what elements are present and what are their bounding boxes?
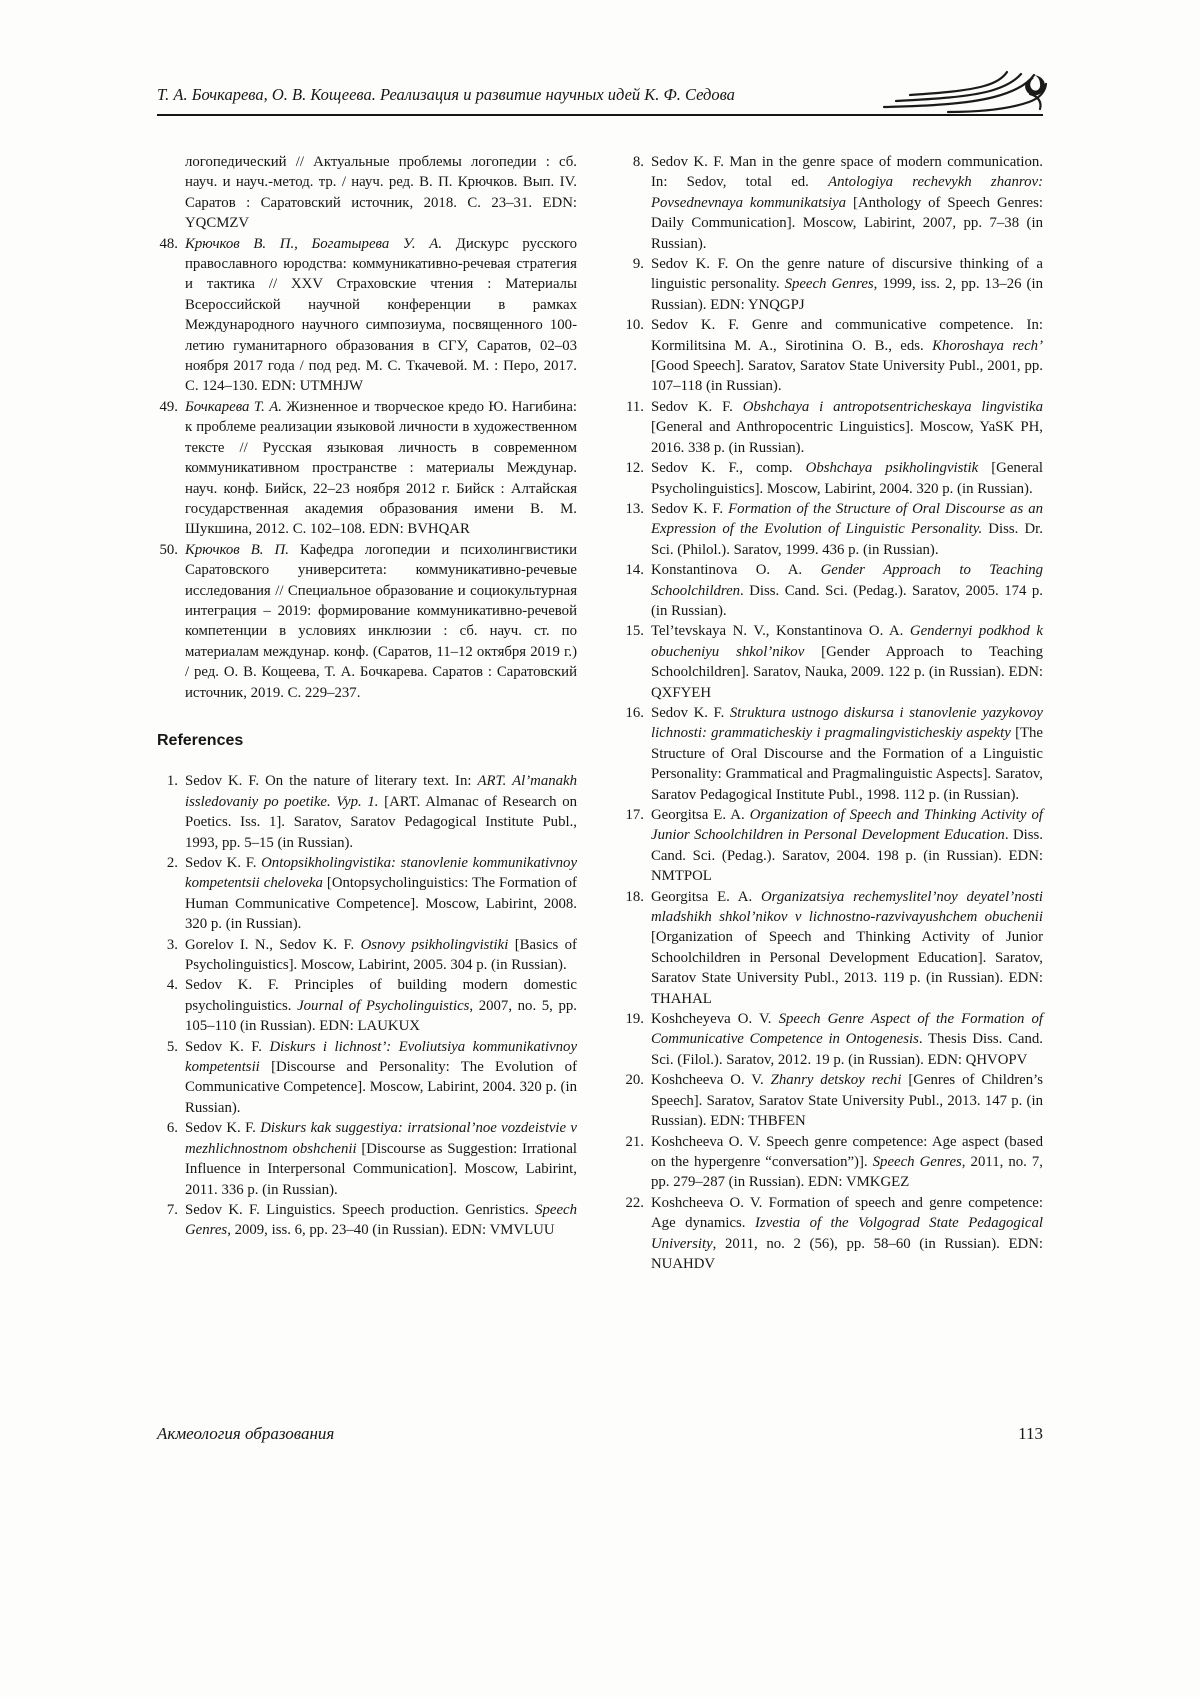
reference-item — [623, 805, 1043, 887]
journal-name: Акмеология образования — [157, 1424, 335, 1443]
running-title: Т. А. Бочкарева, О. В. Кощеева. Реализация и развитие научных идей К. Ф. Седова — [157, 85, 735, 104]
reference-item — [157, 397, 577, 540]
reference-item — [157, 234, 577, 397]
reference-text: Koshcheeva O. V. Speech genre competence: Age aspect (based on the hypergenre “conversation”)]. Speech Genres, 2011, no. 7, pp. 279–287 (in Russian). EDN: VMKGEZ — [651, 1133, 1043, 1191]
references-content — [157, 152, 1043, 1274]
reference-text: Sedov K. F. Linguistics. Speech production. Genristics. Speech Genres, 2009, iss. 6, pp. 23–40 (in Russian). EDN: VMVLUU — [185, 1201, 577, 1239]
reference-text: Крючков В. П., Богатырева У. А. Дискурс русского православного юродства: коммуникативно-речевая стратегия и тактика // XXV Страховские чтения : Материалы Всероссийской научной конференции в рамках Международного научного симпозиума, посвященного 100-летию гуманитарного образования в СГУ, Саратов, 02–03 ноября 2017 года / под ред. М. С. Ткачевой. М. : Перо, 2017. С. 124–130. EDN: UTMHJW — [185, 235, 578, 395]
reference-text: Tel’tevskaya N. V., Konstantinova O. A. Gendernyi podkhod k obucheniyu shkol’nikov [Gender Approach to Teaching Schoolchildren]. Saratov, Nauka, 2009. 122 p. (in Russian). EDN: QXFYEH — [651, 623, 1043, 701]
reference-item — [157, 1037, 577, 1119]
reference-text: Konstantinova O. A. Gender Approach to Teaching Schoolchildren. Diss. Cand. Sci. (Pedag.). Saratov, 2005. 174 p. (in Russian). — [651, 562, 1043, 619]
reference-text: Sedov K. F. Diskurs i lichnost’: Evoliutsiya kommunikativnoy kompetentsii [Discourse and Personality: The Evolution of Communicative Competence]. Moscow, Labirint, 2004. 320 p. (in Russian). — [185, 1038, 578, 1116]
english-references-list-right — [623, 152, 1043, 1274]
reference-number: 1. — [166, 773, 178, 790]
reference-text: Sedov K. F. Struktura ustnogo diskursa i stanovlenie yazykovoy lichnosti: grammaticheskiy i pragmalingvisticheskiy aspekty [The Structure of Oral Discourse and the Formation of a Linguistic Personality: Grammatical and Pragmalinguistic Aspects]. Saratov, Saratov Pedagogical Institute Publ., 1998. 112 p. (in Russian). — [651, 704, 1043, 803]
reference-text: Sedov K. F. Diskurs kak suggestiya: irratsional’noe vozdeistvie v mezhlichnostnom obshchenii [Discourse as Suggestion: Irrational Influence in Interpersonal Communication]. Moscow, Labirint, 2011. 336 p. (in Russian). — [185, 1120, 578, 1198]
reference-text: Sedov K. F. Genre and communicative competence. In: Kormilitsina M. A., Sirotinina O. B., eds. Khoroshaya rech’ [Good Speech]. Saratov, Saratov State University Publ., 2001, pp. 107–118 (in Russian). — [651, 317, 1044, 395]
reference-item — [623, 1193, 1043, 1275]
reference-item — [623, 887, 1043, 1009]
reference-item — [623, 499, 1043, 560]
english-references-list-left — [157, 771, 577, 1240]
reference-item — [623, 315, 1043, 397]
reference-number: 6. — [166, 1120, 178, 1137]
page-number: 113 — [1018, 1424, 1043, 1443]
reference-text: Sedov K. F. On the nature of literary text. In: ART. Al’manakh issledovaniy po poetike. Vyp. 1. [ART. Almanac of Research on Poetics. Iss. 1]. Saratov, Saratov Pedagogical Institute Publ., 1993, pp. 5–15 (in Russian). — [185, 773, 577, 851]
reference-number: 48. — [159, 235, 178, 252]
reference-number: 7. — [166, 1201, 178, 1218]
reference-number: 22. — [625, 1194, 644, 1211]
page-header — [157, 84, 1043, 116]
reference-text: Sedov K. F. Principles of building modern domestic psycholinguistics. Journal of Psycholinguistics, 2007, no. 5, pp. 105–110 (in Russian). EDN: LAUKUX — [185, 977, 577, 1035]
reference-number: 14. — [625, 562, 644, 579]
reference-number: 21. — [625, 1133, 644, 1150]
reference-item — [623, 560, 1043, 621]
reference-number: 13. — [625, 500, 644, 517]
reference-text: Georgitsa E. A. Organizatsiya rechemyslitel’noy deyatel’nosti mladshikh shkol’nikov v lichnostno-razvivayushchem obuchenii [Organization of Speech and Thinking Activity of Junior Schoolchildren in Personal Development Education]. Saratov, Saratov State University Publ., 2013. 119 p. (in Russian). EDN: THAHAL — [651, 888, 1043, 1007]
reference-number: 12. — [625, 460, 644, 477]
reference-text: логопедический // Актуальные проблемы логопедии : сб. науч. и науч.-метод. тр. / науч. ред. В. П. Крючков. Вып. IV. Саратов : Саратовский источник, 2018. С. 23–31. EDN: YQCMZV — [185, 154, 577, 232]
reference-item — [157, 975, 577, 1036]
reference-text: Georgitsa E. A. Organization of Speech and Thinking Activity of Junior Schoolchildren in Personal Development Education. Diss. Cand. Sci. (Pedag.). Saratov, 2004. 198 p. (in Russian). EDN: NMTPOL — [651, 807, 1043, 885]
page-footer — [157, 1424, 1043, 1444]
reference-item — [157, 540, 577, 703]
reference-number: 20. — [625, 1072, 644, 1089]
reference-number: 10. — [625, 317, 644, 334]
reference-number: 15. — [625, 623, 644, 640]
reference-number: 49. — [159, 398, 178, 415]
reference-item — [157, 935, 577, 976]
reference-text: Koshcheeva O. V. Zhanry detskoy rechi [Genres of Children’s Speech]. Saratov, Saratov State University Publ., 2013. 147 p. (in Russian). EDN: THBFEN — [651, 1072, 1043, 1130]
header-rule — [157, 114, 1043, 116]
reference-text: Koshcheeva O. V. Formation of speech and genre competence: Age dynamics. Izvestia of the Volgograd State Pedagogical University, 2011, no. 2 (56), pp. 58–60 (in Russian). EDN: NUAHDV — [651, 1194, 1043, 1272]
reference-item — [157, 853, 577, 935]
reference-number: 3. — [166, 936, 178, 953]
reference-text: Sedov K. F. Obshchaya i antropotsentricheskaya lingvistika [General and Anthropocentric Linguistics]. Moscow, YaSK PH, 2016. 338 p. (in Russian). — [651, 398, 1043, 456]
reference-number: 50. — [159, 541, 178, 558]
reference-item — [623, 397, 1043, 458]
reference-item — [623, 458, 1043, 499]
reference-text: Бочкарева Т. А. Жизненное и творческое кредо Ю. Нагибина: к проблеме реализации языковой личности в художественном тексте // Русская языковая личность в современном коммуникативном пространстве : материалы Междунар. науч. конф. Бийск, 22–23 ноября 2012 г. Бийск : Алтайская государственная академия образования имени В. М. Шукшина, 2012. С. 102–108. EDN: BVHQAR — [185, 398, 577, 538]
references-heading: References — [157, 731, 244, 749]
reference-item — [623, 703, 1043, 805]
reference-item — [623, 254, 1043, 315]
reference-text: Sedov K. F. Ontopsikholingvistika: stanovlenie kommunikativnoy kompetentsii cheloveka [Ontopsycholinguistics: The Formation of Human Communicative Competence]. Moscow, Labirint, 2008. 320 p. (in Russian). — [185, 855, 578, 933]
reference-item — [623, 152, 1043, 254]
right-column — [623, 152, 1043, 1274]
reference-text: Koshcheyeva O. V. Speech Genre Aspect of the Formation of Communicative Competence in Ontogenesis. Thesis Diss. Cand. Sci. (Filol.). Saratov, 2012. 19 p. (in Russian). EDN: QHVOPV — [651, 1011, 1044, 1068]
left-column — [157, 152, 577, 1274]
header-flourish-icon — [882, 66, 1047, 114]
reference-text: Sedov K. F. Formation of the Structure of Oral Discourse as an Expression of the Evolution of Linguistic Personality. Diss. Dr. Sci. (Philol.). Saratov, 1999. 436 p. (in Russian). — [651, 500, 1044, 558]
reference-item — [623, 1132, 1043, 1193]
reference-text: Sedov K. F., comp. Obshchaya psikholingvistik [General Psycholinguistics]. Moscow, Labirint, 2004. 320 p. (in Russian). — [651, 460, 1043, 497]
reference-number: 4. — [166, 977, 178, 994]
reference-text: Sedov K. F. Man in the genre space of modern communication. In: Sedov, total ed. Antologiya rechevykh zhanrov: Povsednevnaya kommunikatsiya [Anthology of Speech Genres: Daily Communication]. Moscow, Labirint, 2007, pp. 7–38 (in Russian). — [651, 154, 1043, 252]
reference-number: 19. — [625, 1011, 644, 1028]
reference-item — [157, 152, 577, 234]
reference-text: Gorelov I. N., Sedov K. F. Osnovy psikholingvistiki [Basics of Psycholinguistics]. Moscow, Labirint, 2005. 304 p. (in Russian). — [185, 936, 577, 974]
russian-references-list — [157, 152, 577, 703]
reference-number: 17. — [625, 807, 644, 823]
reference-text: Sedov K. F. On the genre nature of discursive thinking of a linguistic personality. Speech Genres, 1999, iss. 2, pp. 13–26 (in Russian). EDN: YNQGPJ — [651, 256, 1043, 313]
reference-number: 9. — [632, 256, 644, 273]
reference-item — [623, 1070, 1043, 1131]
reference-text: Крючков В. П. Кафедра логопедии и психолингвистики Саратовского университета: коммуникативно-речевые исследования // Специальное образование и социокультурная интеграция – 2019: формирование коммуникативно-речевой компетенции в условиях инклюзии : сб. науч. ст. по материалам междунар. конф. (Саратов, 11–12 октября 2019 г.) / ред. О. В. Кощеева, Т. А. Бочкарева. Саратов : Саратовский источник, 2019. С. 229–237. — [185, 541, 577, 701]
reference-item — [157, 1118, 577, 1200]
reference-number: 11. — [626, 398, 644, 415]
reference-number: 16. — [625, 704, 644, 721]
reference-item — [157, 771, 577, 853]
reference-item — [157, 1200, 577, 1241]
reference-item — [623, 1009, 1043, 1070]
reference-number: 18. — [625, 888, 644, 905]
reference-number: 5. — [166, 1038, 178, 1055]
reference-item — [623, 621, 1043, 703]
reference-number: 8. — [632, 154, 644, 170]
reference-number: 2. — [166, 855, 178, 871]
